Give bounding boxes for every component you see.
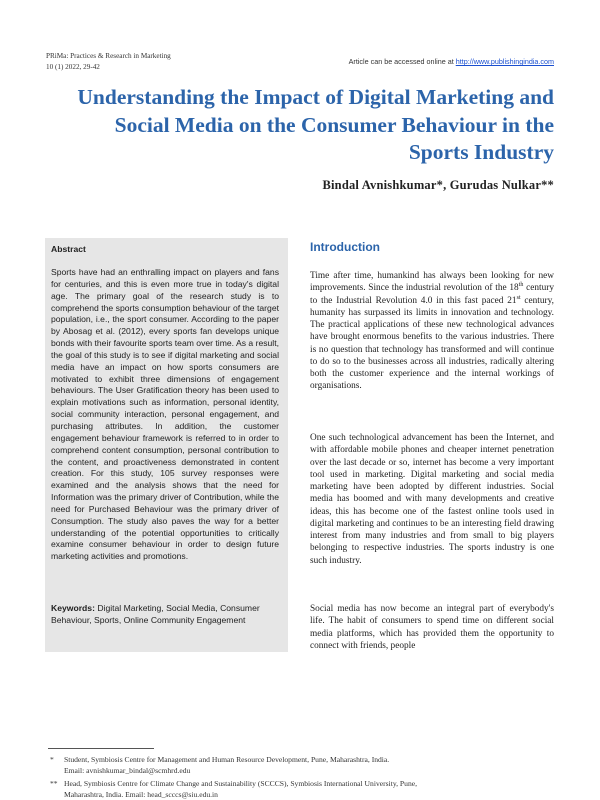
superscript-th: th: [519, 282, 524, 288]
article-title: Understanding the Impact of Digital Marketing and Social Media on the Consumer Behaviour in the Sports Industry: [56, 84, 554, 167]
abstract-heading: Abstract: [51, 244, 86, 254]
journal-header: [46, 51, 171, 73]
journal-name: PRiMa: Practices & Research in Marketing: [46, 51, 171, 62]
article-authors: Bindal Avnishkumar*, Gurudas Nulkar**: [322, 178, 554, 193]
intro-p1-part-b: century to the Industrial Revolution 4.0 in this fast paced 21: [310, 283, 554, 305]
publisher-link[interactable]: http://www.publishingindia.com: [456, 57, 554, 66]
footnote-2-email: Maharashtra, India. Email: head_scccs@siu.edu.in: [50, 790, 417, 800]
footnote-1: [50, 755, 389, 776]
footnote-1-mark: *: [50, 755, 64, 766]
abstract-box: [45, 238, 288, 652]
access-line: [349, 57, 554, 66]
access-prefix: Article can be accessed online at: [349, 57, 456, 66]
intro-p1-part-a: Time after time, humankind has always been looking for new improvements. Since the industrial revolution of the 18: [310, 271, 554, 293]
intro-p1-part-c: century, humanity has surpassed its limits in innovation and technology. The practical applications of these new technological advances have brought enormous benefits to the various industries. There is no question that technology has transformed and will continue to do so to the businesses across all industries, radically altering both the customer experience and the internal workings of organisations.: [310, 296, 554, 392]
intro-paragraph-1: [310, 270, 554, 393]
abstract-body: Sports have had an enthralling impact on players and fans for centuries, and this is even more true in today's digital age. The primary goal of the research study is to comprehend the sports consumption behaviour of the target population, i.e., the sport consumer. According to the paper by Abosag et al. (2012), every sports fan develops unique bonds with their favourite sports team over time. As a result, the goal of this study is to see if digital marketing and social media have an impact on how sports consumers are motivated to exhibit three dimensions of engagement behaviours. The User Gratification theory has been used to explain motivations such as information, personal identity, social community interaction, personal engagement, and purchasing attributes. In addition, the customer engagement behaviour framework is referred to in order to comprehend content consumption, personal contribution to the content, and proactiveness demonstrated in content creation. For this study, 105 survey responses were examined and the analysis shows that the need for Information was the primary driver of Contribution, while the need for Purchased Behaviour was the primary driver of Consumption. The study also paves the way for a better understanding of the potential opportunities to critically examine consumer behaviour in order to design future marketing activities and promotions.: [51, 267, 279, 563]
superscript-st: st: [517, 294, 521, 300]
keywords-label: Keywords:: [51, 603, 95, 613]
keywords: [51, 602, 279, 626]
introduction-heading: Introduction: [310, 240, 380, 254]
footnote-2-mark: **: [50, 779, 64, 790]
keywords-list: Digital Marketing, Social Media, Consumer Behaviour, Sports, Online Community Engagement: [51, 603, 260, 625]
footnote-2: [50, 779, 417, 800]
intro-paragraph-2: One such technological advancement has been the Internet, and with affordable mobile phones and cheaper internet penetration over the last decade or so, internet has become a very important tool used in marketing. Digital marketing and social media marketing have been adopted by different industries. Social media has boomed and with many developments and creative ideas, this has become one of the fastest online tools used in digital marketing and continues to be an interesting field drawing interest from many industries and from small to big players belonging to respective industries. The sports industry is one such industry.: [310, 432, 554, 567]
volume-info: 10 (1) 2022, 29-42: [46, 62, 171, 73]
footnote-divider: [48, 748, 154, 749]
footnote-1-email: Email: avnishkumar_bindal@scmhrd.edu: [50, 766, 389, 777]
intro-paragraph-3: Social media has now become an integral part of everybody's life. The habit of consumers to spend time on different social media platforms, which has provided them the opportunity to connect with friends, people: [310, 603, 554, 652]
footnote-2-affiliation: Head, Symbiosis Centre for Climate Change and Sustainability (SCCCS), Symbiosis International University, Pune,: [64, 779, 417, 788]
footnote-1-affiliation: Student, Symbiosis Centre for Management and Human Resource Development, Pune, Maharashtra, India.: [64, 755, 389, 764]
